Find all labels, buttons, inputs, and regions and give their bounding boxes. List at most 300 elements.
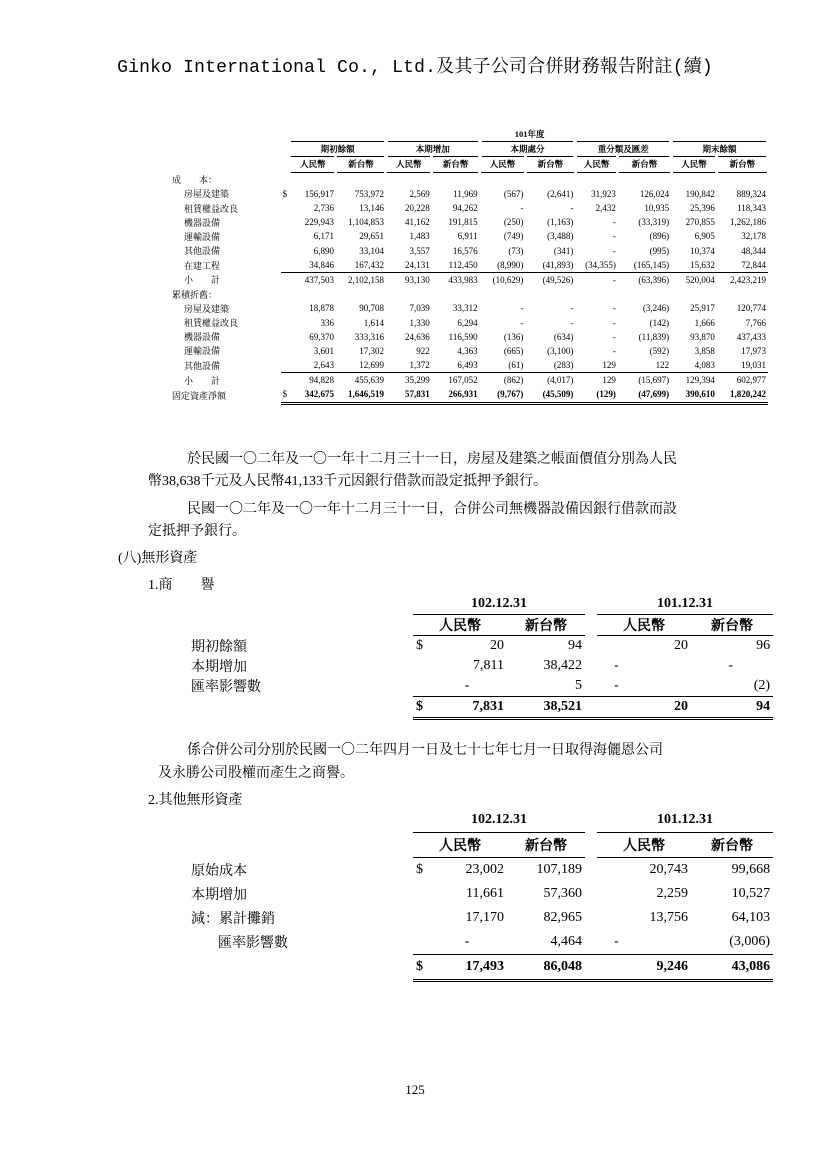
currency-header: 人民幣 — [291, 157, 336, 172]
subsection-other-intangibles: 2.其他無形資產 — [148, 793, 243, 808]
currency-symbol — [281, 301, 292, 315]
cell-value: 4,464 — [507, 930, 585, 955]
cell-value: 191,815 — [448, 217, 478, 228]
cell-value: (10,629) — [492, 274, 524, 285]
cell-value: 10,374 — [690, 245, 715, 256]
cell-value: 2,102,158 — [347, 274, 384, 285]
cell-value: 57,360 — [543, 886, 583, 901]
cell-value: 107,189 — [536, 862, 583, 877]
cell-value: 520,004 — [685, 274, 715, 285]
cell-value: 437,433 — [736, 331, 766, 342]
cell-value: (11,839) — [638, 331, 670, 342]
blank-cell — [597, 858, 611, 883]
cell-value: (8,990) — [480, 258, 526, 273]
cell-value: - — [614, 658, 619, 673]
currency-symbol — [281, 258, 292, 273]
table-row — [170, 229, 768, 243]
row-label: 匯率影響數 — [218, 936, 288, 952]
cell-value: 32,178 — [741, 231, 766, 242]
currency-symbol — [281, 373, 292, 388]
group-header: 本期處分 — [480, 142, 576, 157]
currency-row — [188, 833, 773, 858]
cell-value: 94,262 — [452, 203, 478, 214]
cell-value: 6,294 — [457, 317, 478, 328]
cell-value: - — [612, 317, 616, 328]
subtotal-row — [170, 272, 768, 287]
cell-value: (592) — [649, 345, 670, 356]
row-label: 本期增加 — [191, 888, 247, 903]
cell-value: 57,831 — [386, 387, 432, 403]
para-goodwill-line1: 係合併公司分別於民國一〇二年四月一日及七十七年七月一日取得海儷恩公司 — [187, 743, 663, 758]
cell-value: (1,163) — [547, 217, 574, 228]
row-label: 運輸設備 — [184, 231, 221, 242]
subtotal-row — [170, 373, 768, 388]
para-goodwill-line2: 及永勝公司股權而產生之商譽。 — [158, 766, 354, 781]
header-currency-row — [170, 157, 768, 172]
cell-value: 2,423,219 — [730, 274, 766, 285]
cell-value: 20 — [490, 638, 504, 653]
section-cost-label: 成 本： — [172, 175, 218, 186]
table-row — [170, 201, 768, 215]
currency-symbol — [281, 330, 292, 344]
cell-value: 20,743 — [649, 862, 689, 877]
cell-value: 1,820,242 — [717, 387, 768, 403]
row-label: 減：累計攤銷 — [191, 912, 275, 927]
cell-value: (63,396) — [638, 274, 670, 285]
section-depreciation-label: 累積折舊： — [172, 289, 218, 300]
cell-value: 167,432 — [336, 258, 386, 273]
cell-value: 25,396 — [690, 203, 715, 214]
cell-value: 7,811 — [473, 658, 504, 673]
page-title: Ginko International Co., Ltd.及其子公司合併財務報告附註(續) — [117, 58, 713, 78]
row-label: 運輸設備 — [184, 346, 221, 357]
cell-value: 23,002 — [465, 862, 504, 877]
table-row — [188, 930, 773, 955]
cell-value: (341) — [553, 245, 574, 256]
cell-value: 5 — [507, 676, 585, 697]
total-row — [188, 697, 773, 719]
table-row — [170, 330, 768, 344]
cell-value: - — [520, 203, 524, 214]
group-header: 期末餘額 — [671, 142, 768, 157]
row-label: 在建工程 — [184, 260, 221, 271]
currency-header: 人民幣 — [413, 615, 507, 636]
cell-value: 1,372 — [386, 358, 432, 373]
cell-value: (283) — [525, 358, 575, 373]
cell-value: 94 — [568, 638, 583, 653]
year-header: 101.12.31 — [597, 808, 773, 833]
currency-symbol: $ — [413, 955, 427, 981]
para-mortgage-line2: 幣38,638千元及人民幣41,133千元因銀行借款而設定抵押予銀行。 — [148, 474, 547, 489]
currency-row — [188, 615, 773, 636]
subsection-goodwill: 1.商 譽 — [148, 578, 215, 593]
cell-value: 437,503 — [304, 274, 334, 285]
currency-header: 人民幣 — [575, 157, 618, 172]
currency-header: 新台幣 — [432, 157, 480, 172]
cell-value: 94,828 — [309, 375, 334, 386]
cell-value: (33,319) — [638, 217, 670, 228]
net-total-row — [170, 387, 768, 403]
cell-value: 41,162 — [404, 217, 430, 228]
cell-value: 6,171 — [313, 231, 334, 242]
cell-value: - — [728, 658, 734, 673]
currency-symbol — [281, 244, 292, 258]
currency-symbol — [281, 215, 292, 229]
cell-value: (49,526) — [542, 274, 574, 285]
cell-value: 18,878 — [309, 303, 334, 314]
cell-value: 20,228 — [404, 203, 430, 214]
table-row — [170, 244, 768, 258]
cell-value: 13,146 — [359, 203, 384, 214]
cell-value: 112,450 — [432, 258, 480, 273]
cell-value: (3,488) — [547, 231, 574, 242]
currency-header: 人民幣 — [480, 157, 526, 172]
cell-value: 120,774 — [736, 303, 766, 314]
blank-cell — [585, 594, 597, 615]
currency-symbol — [281, 229, 292, 243]
cell-value: - — [570, 203, 574, 214]
cell-value: 17,493 — [427, 955, 507, 981]
cell-value: 11,661 — [466, 886, 504, 901]
currency-header: 人民幣 — [413, 833, 507, 858]
cell-value: 6,911 — [457, 231, 478, 242]
cell-value: - — [611, 930, 691, 955]
table-row — [170, 215, 768, 229]
row-label: 房屋及建築 — [184, 189, 230, 200]
section-intangibles: (八)無形資產 — [118, 551, 198, 566]
blank-cell — [188, 615, 413, 636]
cell-value: 29,651 — [359, 231, 384, 242]
cell-value: (250) — [503, 217, 524, 228]
cell-value: - — [612, 217, 616, 228]
currency-header: 人民幣 — [386, 157, 432, 172]
cell-value: 69,370 — [309, 331, 334, 342]
blank-cell — [597, 906, 611, 930]
cell-value: (129) — [575, 387, 618, 403]
currency-symbol — [413, 882, 427, 906]
cell-value: (15,697) — [638, 375, 670, 386]
cell-value: (665) — [503, 345, 524, 356]
year-header: 101.12.31 — [597, 594, 773, 615]
cell-value: 390,610 — [671, 387, 717, 403]
cell-value: - — [570, 317, 574, 328]
blank-cell — [597, 697, 611, 719]
section-depreciation — [170, 287, 768, 301]
cell-value: 19,031 — [717, 358, 768, 373]
cell-value: 922 — [416, 345, 430, 356]
table-row — [188, 676, 773, 697]
cell-value: 1,646,519 — [336, 387, 386, 403]
currency-symbol — [281, 344, 292, 358]
cell-value: 9,246 — [611, 955, 691, 981]
cell-value: (73) — [508, 245, 524, 256]
cell-value: 20 — [674, 638, 689, 653]
page-number: 125 — [405, 1082, 425, 1097]
cell-value: 336 — [320, 317, 334, 328]
cell-value: - — [427, 930, 507, 955]
cell-value: 96 — [756, 638, 771, 653]
cell-value: 48,344 — [741, 245, 766, 256]
table-row — [188, 882, 773, 906]
cell-value: 31,923 — [591, 188, 616, 199]
cell-value: 7,831 — [427, 697, 507, 719]
section-cost — [170, 172, 768, 187]
cell-value: 11,969 — [453, 188, 478, 199]
cell-value: - — [612, 274, 616, 285]
table-row — [188, 858, 773, 883]
blank-cell — [170, 142, 281, 157]
row-label: 房屋及建築 — [184, 303, 230, 314]
cell-value: 38,521 — [507, 697, 585, 719]
cell-value: (2) — [691, 676, 773, 697]
cell-value: (3,246) — [642, 303, 670, 314]
cell-value: (142) — [649, 317, 670, 328]
currency-symbol: $ — [416, 638, 423, 653]
table-row — [188, 656, 773, 676]
cell-value: (34,355) — [575, 258, 618, 273]
cell-value: 333,316 — [354, 331, 384, 342]
table-row — [170, 258, 768, 273]
cell-value: - — [612, 245, 616, 256]
other-intangibles-table — [188, 808, 773, 982]
para-machinery-line2: 定抵押予銀行。 — [148, 524, 246, 539]
blank-cell — [585, 697, 597, 719]
blank-cell — [170, 127, 281, 142]
cell-value: 129 — [575, 358, 618, 373]
row-label: 小 計 — [184, 275, 221, 286]
cell-value: 1,666 — [694, 317, 715, 328]
cell-value: 12,699 — [336, 358, 386, 373]
cell-value: 129,394 — [685, 375, 715, 386]
cell-value: - — [427, 676, 507, 697]
group-header: 重分類及匯差 — [575, 142, 671, 157]
header-year-row — [170, 127, 768, 142]
cell-value: 24,636 — [404, 331, 430, 342]
cell-value: 17,302 — [359, 345, 384, 356]
cell-value: 15,632 — [671, 258, 717, 273]
cell-value: 753,972 — [354, 188, 384, 199]
cell-value: 229,943 — [304, 217, 334, 228]
cell-value: - — [611, 676, 691, 697]
cell-value: (165,145) — [618, 258, 671, 273]
cell-value: 6,493 — [432, 358, 480, 373]
row-label: 租賃權益改良 — [184, 203, 239, 214]
cell-value: 1,330 — [409, 317, 430, 328]
cell-value: 7,766 — [745, 317, 766, 328]
cell-value: 16,576 — [452, 245, 478, 256]
table-row — [188, 636, 773, 657]
cell-value: 122 — [618, 358, 671, 373]
cell-value: 4,363 — [457, 345, 478, 356]
row-label — [188, 697, 413, 719]
blank-cell — [585, 615, 597, 636]
cell-value: (9,767) — [480, 387, 526, 403]
cell-value: 1,483 — [409, 231, 430, 242]
para-mortgage-line1: 於民國一〇二年及一〇一年十二月三十一日，房屋及建築之帳面價值分別為人民 — [187, 452, 677, 467]
row-label: 本期增加 — [191, 660, 247, 675]
blank-cell — [585, 833, 597, 858]
cell-value: 34,846 — [291, 258, 336, 273]
cell-value: 90,708 — [359, 303, 384, 314]
cell-value: 1,614 — [363, 317, 384, 328]
cell-value: (3,006) — [691, 930, 773, 955]
blank-cell — [281, 157, 292, 172]
cell-value: (136) — [503, 331, 524, 342]
cell-value: (634) — [553, 331, 574, 342]
cell-value: 602,977 — [736, 375, 766, 386]
blank-cell — [597, 955, 611, 981]
row-label — [188, 955, 413, 981]
table-row — [188, 906, 773, 930]
cell-value: - — [612, 231, 616, 242]
cell-value: 3,858 — [694, 345, 715, 356]
ppe-table — [170, 127, 770, 405]
currency-header: 新台幣 — [507, 615, 585, 636]
group-header: 本期增加 — [386, 142, 480, 157]
cell-value: 17,973 — [741, 345, 766, 356]
cell-value: 17,170 — [465, 910, 504, 925]
blank-cell — [597, 656, 611, 676]
blank-cell — [597, 930, 611, 955]
blank-cell — [188, 808, 413, 833]
row-label: 機器設備 — [184, 332, 221, 343]
cell-value: - — [570, 303, 574, 314]
total-row — [188, 955, 773, 981]
cell-value: 86,048 — [507, 955, 585, 981]
cell-value: 38,422 — [543, 658, 583, 673]
table-row — [170, 358, 768, 373]
currency-header: 人民幣 — [597, 615, 691, 636]
cell-value: 455,639 — [354, 375, 384, 386]
row-label: 租賃權益改良 — [184, 318, 239, 329]
cell-value: 156,917 — [304, 188, 334, 199]
cell-value: 6,905 — [694, 231, 715, 242]
cell-value: 116,590 — [448, 331, 478, 342]
group-header: 期初餘額 — [291, 142, 386, 157]
table-row — [170, 301, 768, 315]
currency-header: 新台幣 — [336, 157, 386, 172]
row-label: 期初餘額 — [191, 639, 247, 655]
blank-cell — [585, 656, 597, 676]
cell-value: 266,931 — [432, 387, 480, 403]
cell-value: 10,935 — [644, 203, 670, 214]
cell-value: (4,017) — [547, 375, 574, 386]
currency-symbol — [281, 201, 292, 215]
cell-value: 167,052 — [448, 375, 478, 386]
blank-cell — [585, 906, 597, 930]
cell-value: 1,104,853 — [347, 217, 384, 228]
year-row — [188, 594, 773, 615]
year-header: 102.12.31 — [413, 808, 585, 833]
cell-value: 99,668 — [731, 862, 771, 877]
cell-value: 72,844 — [717, 258, 768, 273]
cell-value: (862) — [503, 375, 524, 386]
blank-cell — [585, 808, 597, 833]
cell-value: 35,299 — [404, 375, 430, 386]
row-label: 小 計 — [184, 375, 221, 386]
cell-value: 2,736 — [313, 203, 334, 214]
currency-header: 人民幣 — [671, 157, 717, 172]
row-label: 機器設備 — [184, 217, 221, 228]
currency-header: 新台幣 — [691, 615, 773, 636]
row-label: 原始成本 — [191, 863, 247, 879]
para-machinery-line1: 民國一〇二年及一〇一年十二月三十一日，合併公司無機器設備因銀行借款而設 — [187, 502, 677, 517]
currency-symbol — [281, 358, 292, 373]
currency-symbol — [281, 272, 292, 287]
currency-symbol — [413, 656, 427, 676]
year-header: 102.12.31 — [413, 594, 585, 615]
currency-header: 新台幣 — [691, 833, 773, 858]
table-row — [170, 315, 768, 329]
blank-cell — [585, 882, 597, 906]
cell-value: 433,983 — [448, 274, 478, 285]
cell-value: 7,039 — [409, 303, 430, 314]
cell-value: 24,131 — [386, 258, 432, 273]
currency-header: 新台幣 — [618, 157, 671, 172]
cell-value: (896) — [649, 231, 670, 242]
currency-symbol: $ — [413, 697, 427, 719]
cell-value: 1,262,186 — [730, 217, 766, 228]
blank-cell — [585, 676, 597, 697]
cell-value: 82,965 — [543, 910, 583, 925]
currency-symbol: $ — [282, 188, 288, 199]
cell-value: 129 — [602, 375, 616, 386]
blank-cell — [188, 594, 413, 615]
cell-value: 3,557 — [409, 245, 430, 256]
cell-value: - — [520, 317, 524, 328]
cell-value: - — [612, 303, 616, 314]
currency-header: 新台幣 — [717, 157, 768, 172]
cell-value: 889,324 — [736, 188, 766, 199]
currency-header: 人民幣 — [597, 833, 691, 858]
blank-cell — [597, 676, 611, 697]
cell-value: (61) — [480, 358, 526, 373]
cell-value: 270,855 — [685, 217, 715, 228]
blank-cell — [597, 636, 611, 657]
blank-cell — [188, 833, 413, 858]
cell-value: 190,842 — [685, 188, 715, 199]
currency-symbol — [413, 906, 427, 930]
cell-value: 2,643 — [291, 358, 336, 373]
row-label: 其他設備 — [184, 246, 221, 257]
cell-value: (47,699) — [618, 387, 671, 403]
blank-cell — [281, 127, 292, 142]
currency-symbol — [413, 930, 427, 955]
cell-value: 4,083 — [671, 358, 717, 373]
cell-value: 33,104 — [359, 245, 384, 256]
cell-value: 10,527 — [731, 886, 771, 901]
cell-value: 13,756 — [649, 910, 689, 925]
row-label: 匯率影響數 — [191, 680, 261, 696]
cell-value: 2,432 — [595, 203, 616, 214]
cell-value: 43,086 — [691, 955, 773, 981]
currency-symbol — [281, 315, 292, 329]
year-row — [188, 808, 773, 833]
currency-symbol: $ — [281, 387, 292, 403]
cell-value: 20 — [611, 697, 691, 719]
cell-value: 2,259 — [656, 886, 689, 901]
table-row — [170, 344, 768, 358]
cell-value: (3,100) — [547, 345, 574, 356]
cell-value: (41,893) — [525, 258, 575, 273]
blank-cell — [585, 930, 597, 955]
cell-value: 118,343 — [737, 203, 766, 214]
cell-value: 93,130 — [404, 274, 430, 285]
blank-cell — [597, 882, 611, 906]
cell-value: 2,569 — [409, 188, 430, 199]
cell-value: 33,312 — [452, 303, 478, 314]
cell-value: 126,024 — [639, 188, 670, 199]
